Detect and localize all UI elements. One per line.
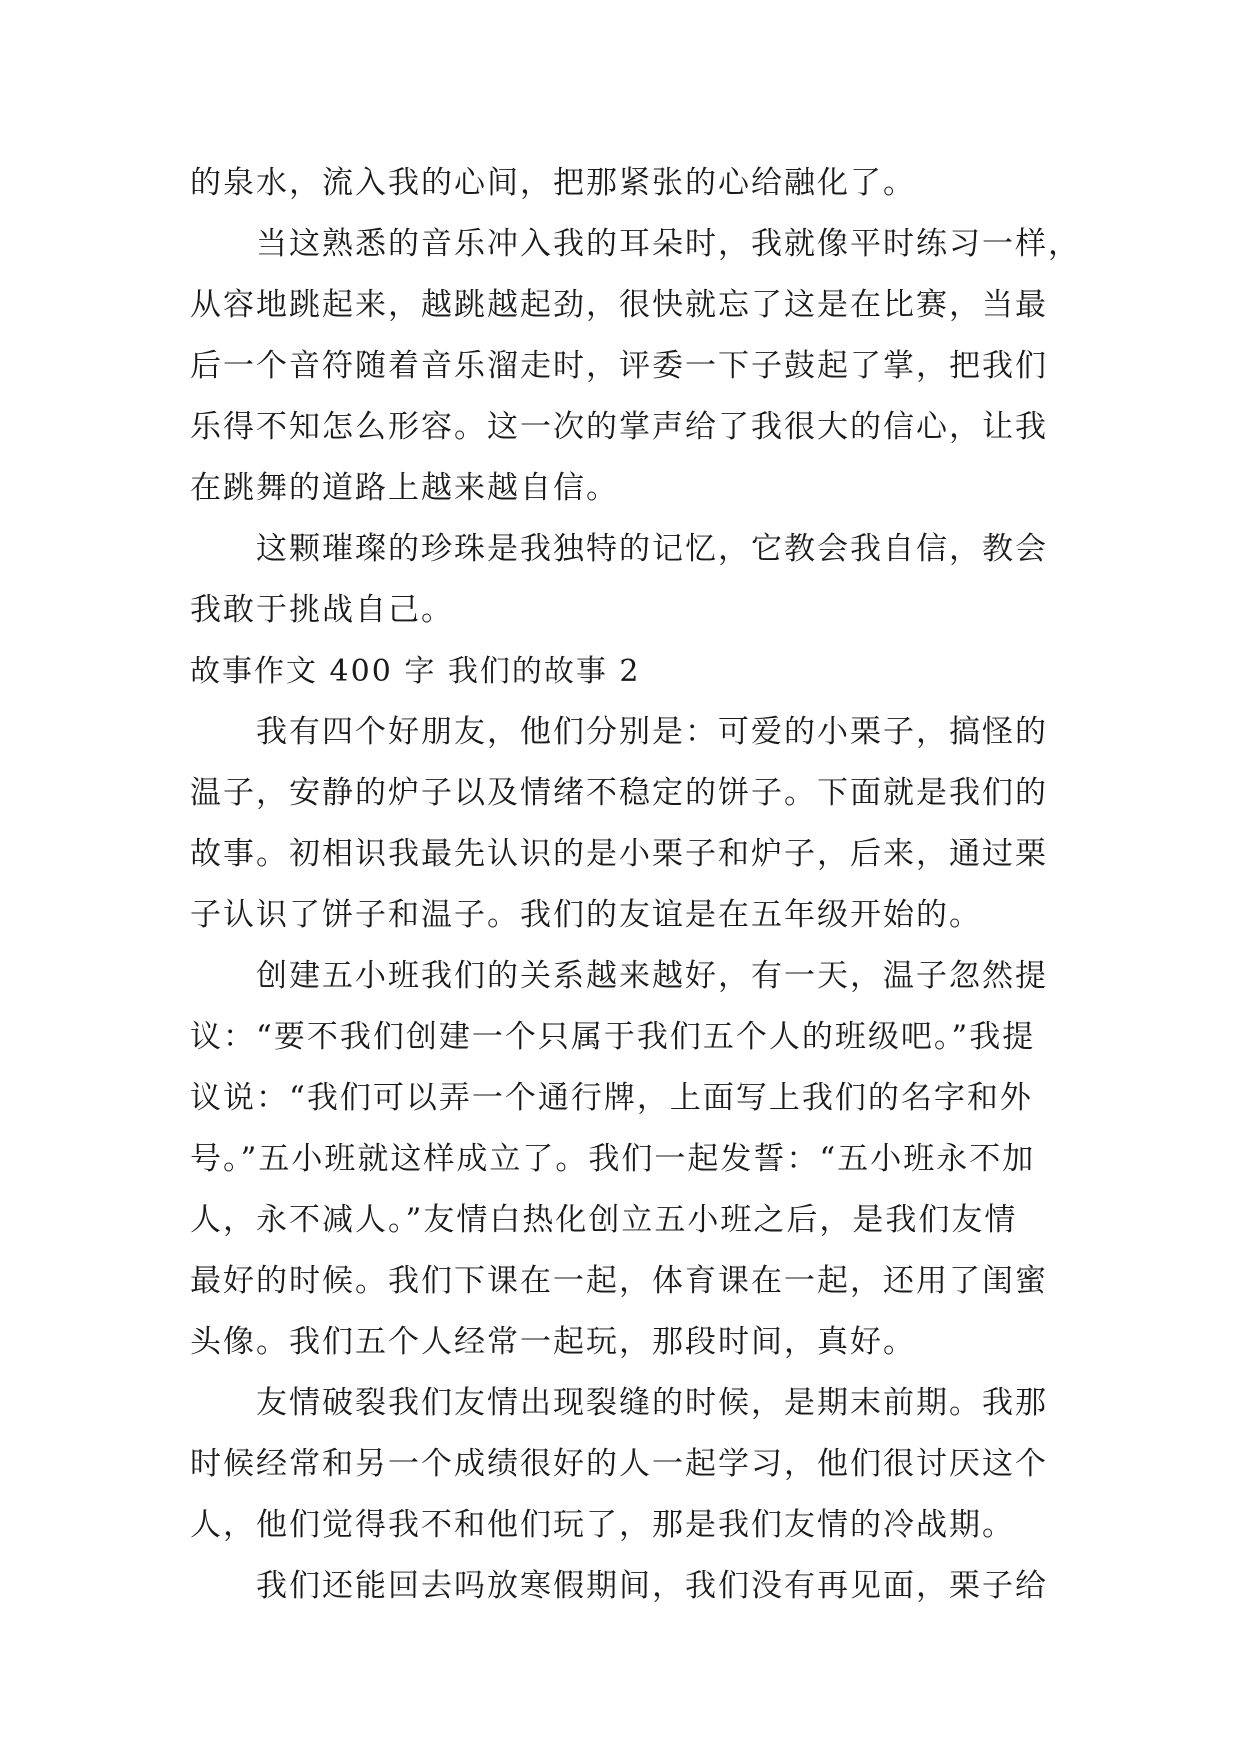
text-line: 号。”五小班就这样成立了。我们一起发誓：“五小班永不加 — [190, 1141, 1036, 1177]
text-line: 这颗璀璨的珍珠是我独特的记忆，它教会我自信，教会 — [256, 531, 1048, 567]
text-line: 议：“要不我们创建一个只属于我们五个人的班级吧。”我提 — [190, 1019, 1036, 1055]
text-line: 的泉水，流入我的心间，把那紧张的心给融化了。 — [190, 165, 916, 201]
text-line: 在跳舞的道路上越来越自信。 — [190, 470, 619, 506]
text-line: 人，永不减人。”友情白热化创立五小班之后，是我们友情 — [190, 1202, 1018, 1238]
text-line: 子认识了饼子和温子。我们的友谊是在五年级开始的。 — [190, 897, 982, 933]
text-line: 后一个音符随着音乐溜走时，评委一下子鼓起了掌，把我们 — [190, 348, 1048, 384]
text-line: 我们还能回去吗放寒假期间，我们没有再见面，栗子给 — [256, 1568, 1048, 1604]
text-line: 最好的时候。我们下课在一起，体育课在一起，还用了闺蜜 — [190, 1263, 1048, 1299]
text-line: 头像。我们五个人经常一起玩，那段时间，真好。 — [190, 1324, 916, 1360]
text-line: 友情破裂我们友情出现裂缝的时候，是期末前期。我那 — [256, 1385, 1048, 1421]
text-line: 议说：“我们可以弄一个通行牌，上面写上我们的名字和外 — [190, 1080, 1033, 1116]
text-line: 当这熟悉的音乐冲入我的耳朵时，我就像平时练习一样， — [256, 226, 1081, 262]
text-line: 温子，安静的炉子以及情绪不稳定的饼子。下面就是我们的 — [190, 775, 1048, 811]
text-line: 创建五小班我们的关系越来越好，有一天，温子忽然提 — [256, 958, 1048, 994]
document-body — [190, 153, 1090, 1617]
text-line: 时候经常和另一个成绩很好的人一起学习，他们很讨厌这个 — [190, 1446, 1048, 1482]
text-line: 从容地跳起来，越跳越起劲，很快就忘了这是在比赛，当最 — [190, 287, 1048, 323]
text-line: 我敢于挑战自己。 — [190, 592, 454, 628]
text-line: 我有四个好朋友，他们分别是：可爱的小栗子，搞怪的 — [256, 714, 1048, 750]
text-line: 乐得不知怎么形容。这一次的掌声给了我很大的信心，让我 — [190, 409, 1048, 445]
text-line: 故事。初相识我最先认识的是小栗子和炉子，后来，通过栗 — [190, 836, 1048, 872]
text-line: 人，他们觉得我不和他们玩了，那是我们友情的冷战期。 — [190, 1507, 1015, 1543]
section-heading: 故事作文 400 字 我们的故事 2 — [190, 654, 641, 689]
